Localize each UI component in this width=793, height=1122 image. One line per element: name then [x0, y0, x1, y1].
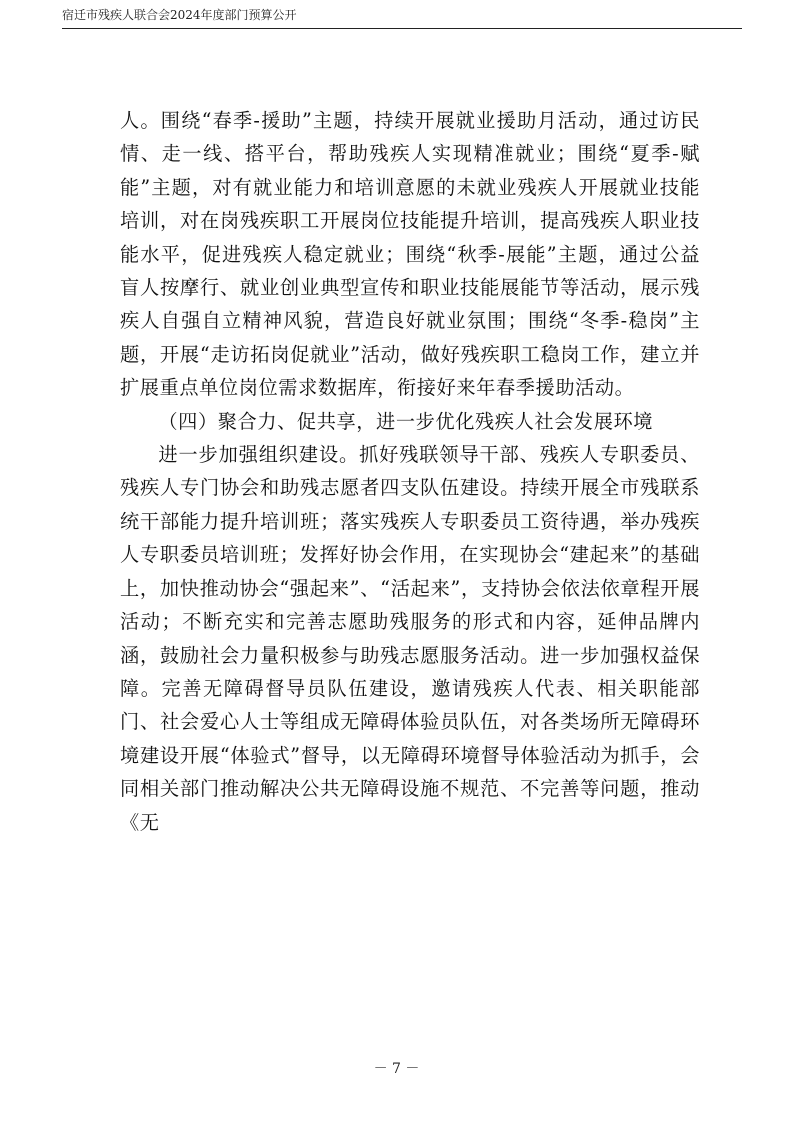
paragraph-organization-building: 进一步加强组织建设。抓好残联领导干部、残疾人专职委员、残疾人专门协会和助残志愿者四支队伍建设。持续开展全市残联系统干部能力提升培训班；落实残疾人专职委员工资待遇，举办残疾人专职委员培训班；发挥好协会作用，在实现协会“建起来”的基础上，加快推动协会“强起来”、“活起来”，支持协会依法依章程开展活动；不断充实和完善志愿助残服务的形式和内容，延伸品牌内涵，鼓励社会力量积极参与助残志愿服务活动。进一步加强权益保障。完善无障碍督导员队伍建设，邀请残疾人代表、相关职能部门、社会爱心人士等组成无障碍体验员队伍，对各类场所无障碍环境建设开展“体验式”督导，以无障碍环境督导体验活动为抓手，会同相关部门推动解决公共无障碍设施不规范、不完善等问题，推动《无 — [120, 443, 700, 834]
paragraph-employment-seasons: 人。围绕“春季-援助”主题，持续开展就业援助月活动，通过访民情、走一线、搭平台，帮助残疾人实现精准就业；围绕“夏季-赋能”主题，对有就业能力和培训意愿的未就业残疾人开展就业技能培训，对在岗残疾职工开展岗位技能提升培训，提高残疾人职业技能水平，促进残疾人稳定就业；围绕“秋季-展能”主题，通过公益盲人按摩行、就业创业典型宣传和职业技能展能节等活动，展示残疾人自强自立精神风貌，营造良好就业氛围；围绕“冬季-稳岗”主题，开展“走访拓岗促就业”活动，做好残疾职工稳岗工作，建立并扩展重点单位岗位需求数据库，衔接好来年春季援助活动。 — [120, 109, 700, 400]
page-header — [62, 6, 742, 29]
page-number: － 7 － — [373, 1061, 420, 1077]
section-heading-four: （四）聚合力、促共享，进一步优化残疾人社会发展环境 — [158, 409, 654, 433]
header-title: 宿迁市残疾人联合会2024年度部门预算公开 — [62, 8, 297, 22]
document-body — [120, 104, 700, 839]
